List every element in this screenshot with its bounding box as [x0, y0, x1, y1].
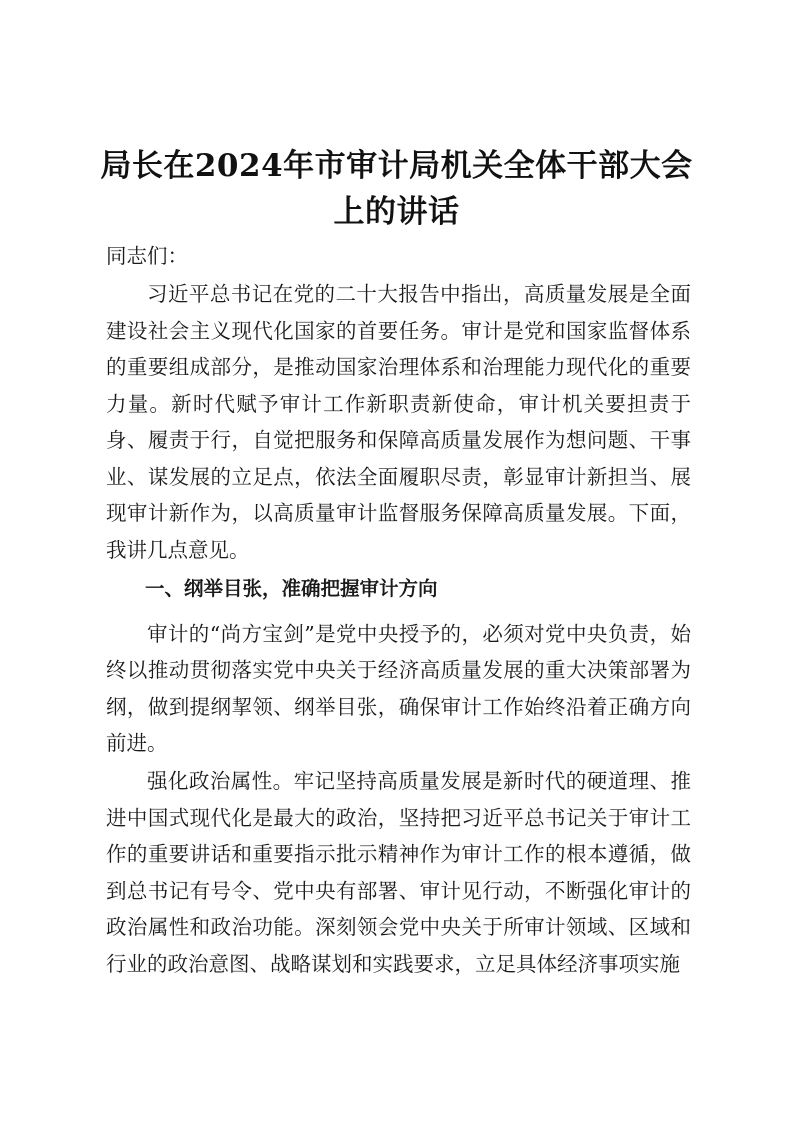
paragraph-section-intro: 审计的“尚方宝剑”是党中央授予的，必须对党中央负责，始终以推动贯彻落实党中央关于经济高质量发展的重大决策部署为纲，做到提纲挈领、纲举目张，确保审计工作始终沿着正确方向前进。: [106, 621, 691, 755]
paragraph-intro: 习近平总书记在党的二十大报告中指出，高质量发展是全面建设社会主义现代化国家的首要任务。审计是党和国家监督体系的重要组成部分，是推动国家治理体系和治理能力现代化的重要力量。新时代赋予审计工作新职责新使命，审计机关要担责于身、履责于行，自觉把服务和保障高质量发展作为想问题、干事业、谋发展的立足点，依法全面履职尽责，彰显审计新担当、展现审计新作为，以高质量审计监督服务保障高质量发展。下面，我讲几点意见。: [106, 282, 691, 562]
section-heading: 一、纲举目张，准确把握审计方向: [145, 577, 438, 600]
paragraph-political-attribute: 强化政治属性。牢记坚持高质量发展是新时代的硬道理、推进中国式现代化是最大的政治，坚持把习近平总书记关于审计工作的重要讲话和重要指示批示精神作为审计工作的根本遵循，做到总书记有号令、党中央有部署、审计见行动，不断强化审计的政治属性和政治功能。深刻领会党中央关于所审计领域、区域和行业的政治意图、战略谋划和实践要求，立足具体经济事项实施: [106, 769, 691, 976]
salutation: 同志们：: [106, 244, 188, 268]
document-title: 局长在2024年市审计局机关全体干部大会上的讲话: [100, 148, 693, 230]
document-body: [106, 238, 691, 984]
